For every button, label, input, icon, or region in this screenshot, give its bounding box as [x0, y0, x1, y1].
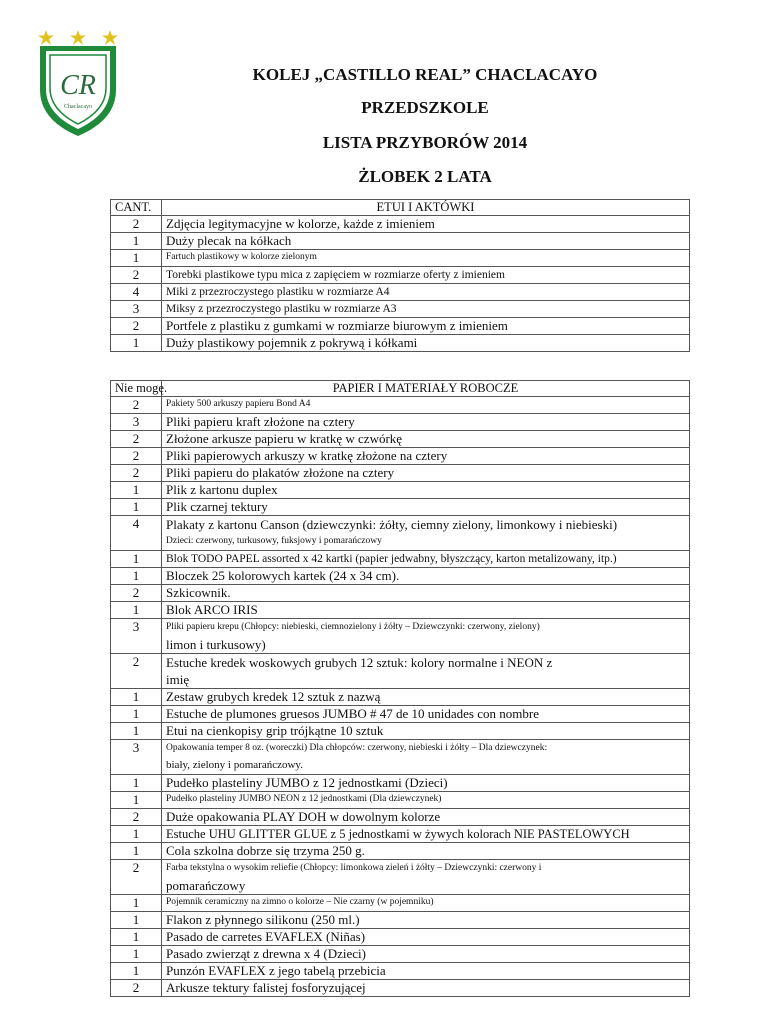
table-row — [111, 233, 690, 250]
item-cell: Pliki papieru kraft złożone na cztery — [162, 414, 690, 431]
item-line: Pliki papieru krepu (Chłopcy: niebieski, ciemnozielony i żółty – Dziewczynki: czerwony, zielony) — [166, 622, 540, 632]
table-row — [111, 318, 690, 335]
qty-cell: 1 — [111, 895, 162, 912]
qty-cell: 1 — [111, 912, 162, 929]
item-cell: Flakon z płynnego silikonu (250 ml.) — [162, 912, 690, 929]
item-cell: Miksy z przezroczystego plastiku w rozmiarze A3 — [162, 301, 690, 318]
table-row — [111, 826, 690, 843]
item-line: Opakowania temper 8 oz. (woreczki) Dla chłopców: czerwony, niebieski i żółty – Dla dziewczynek: — [166, 743, 548, 753]
item-line: imię — [166, 672, 190, 687]
item-cell: Plik z kartonu duplex — [162, 482, 690, 499]
item-line: Plakaty z kartonu Canson (dziewczynki: żółty, ciemny zielony, limonkowy i niebieski) — [166, 517, 618, 532]
table-row — [111, 706, 690, 723]
table-row — [111, 946, 690, 963]
table-row — [111, 250, 690, 267]
table-row — [111, 963, 690, 980]
supplies-table-cases — [110, 199, 690, 352]
qty-cell: 1 — [111, 706, 162, 723]
school-logo — [36, 28, 120, 138]
item-cell: Pasado zwierząt z drewna x 4 (Dzieci) — [162, 946, 690, 963]
item-cell: Pojemnik ceramiczny na zimno o kolorze – Nie czarny (w pojemniku) — [162, 895, 690, 912]
qty-cell: 2 — [111, 585, 162, 602]
item-cell: Portfele z plastiku z gumkami w rozmiarze biurowym z imieniem — [162, 318, 690, 335]
group-name: ŻLOBEK 2 LATA — [358, 167, 492, 186]
item-cell: Pudełko plasteliny JUMBO NEON z 12 jednostkami (Dla dziewczynek) — [162, 792, 690, 809]
item-cell: Blok ARCO IRIS — [162, 602, 690, 619]
qty-cell: 2 — [111, 267, 162, 284]
item-cell: Duży plecak na kółkach — [162, 233, 690, 250]
table-row — [111, 585, 690, 602]
item-cell: Szkicownik. — [162, 585, 690, 602]
table-row — [111, 689, 690, 706]
qty-cell: 1 — [111, 551, 162, 568]
qty-cell: 2 — [111, 465, 162, 482]
qty-cell: 1 — [111, 482, 162, 499]
qty-cell: 2 — [111, 809, 162, 826]
item-cell: Estuche UHU GLITTER GLUE z 5 jednostkami w żywych kolorach NIE PASTELOWYCH — [162, 826, 690, 843]
section-name: PRZEDSZKOLE — [361, 98, 489, 117]
qty-cell: 1 — [111, 963, 162, 980]
qty-cell: 3 — [111, 619, 162, 654]
qty-cell: 2 — [111, 654, 162, 689]
qty-cell: 1 — [111, 499, 162, 516]
item-line: limon i turkusowy) — [166, 637, 266, 652]
item-cell: Plik czarnej tektury — [162, 499, 690, 516]
item-cell: Pasado de carretes EVAFLEX (Niñas) — [162, 929, 690, 946]
qty-cell: 4 — [111, 284, 162, 301]
table-row — [111, 912, 690, 929]
qty-cell: 1 — [111, 929, 162, 946]
item-cell: Pliki papierowych arkuszy w kratkę złożone na cztery — [162, 448, 690, 465]
qty-cell: 4 — [111, 516, 162, 551]
qty-cell: 1 — [111, 843, 162, 860]
qty-cell: 1 — [111, 689, 162, 706]
table-row — [111, 619, 690, 654]
qty-cell: 1 — [111, 723, 162, 740]
category-header: PAPIER I MATERIAŁY ROBOCZE — [162, 381, 690, 397]
table-row — [111, 516, 690, 551]
item-cell — [162, 740, 690, 775]
item-cell: Pakiety 500 arkuszy papieru Bond A4 — [162, 397, 690, 414]
qty-cell: 2 — [111, 318, 162, 335]
item-cell: Etui na cienkopisy grip trójkątne 10 sztuk — [162, 723, 690, 740]
item-cell: Punzón EVAFLEX z jego tabelą przebicia — [162, 963, 690, 980]
table-row — [111, 860, 690, 895]
item-cell — [162, 516, 690, 551]
qty-cell: 2 — [111, 448, 162, 465]
list-title: LISTA PRZYBORÓW 2014 — [322, 133, 528, 152]
table-row — [111, 465, 690, 482]
document-header — [150, 66, 700, 185]
table-header-row — [111, 200, 690, 216]
qty-cell: 1 — [111, 335, 162, 352]
qty-cell: 1 — [111, 792, 162, 809]
table-row — [111, 431, 690, 448]
table-row — [111, 284, 690, 301]
qty-cell: 1 — [111, 775, 162, 792]
logo-caption: Chaclacayo — [64, 104, 92, 110]
table-row — [111, 397, 690, 414]
table-row — [111, 499, 690, 516]
table-row — [111, 775, 690, 792]
qty-cell: 2 — [111, 860, 162, 895]
table-row — [111, 895, 690, 912]
table-row — [111, 568, 690, 585]
qty-cell: 3 — [111, 740, 162, 775]
table-row — [111, 740, 690, 775]
item-cell: Torebki plastikowe typu mica z zapięciem w rozmiarze oferty z imieniem — [162, 267, 690, 284]
item-cell: Złożone arkusze papieru w kratkę w czwórkę — [162, 431, 690, 448]
qty-cell: 2 — [111, 980, 162, 997]
item-cell: Miki z przezroczystego plastiku w rozmiarze A4 — [162, 284, 690, 301]
item-cell: Duży plastikowy pojemnik z pokrywą i kółkami — [162, 335, 690, 352]
item-cell: Blok TODO PAPEL assorted x 42 kartki (papier jedwabny, błyszczący, karton metalizowany, itp.) — [162, 551, 690, 568]
table-row — [111, 809, 690, 826]
table-row — [111, 216, 690, 233]
qty-cell: 2 — [111, 397, 162, 414]
table-row — [111, 301, 690, 318]
qty-cell: 1 — [111, 233, 162, 250]
school-name: KOLEJ „CASTILLO REAL” CHACLACAYO — [252, 65, 598, 84]
table-row — [111, 723, 690, 740]
table-row — [111, 267, 690, 284]
qty-cell: 1 — [111, 602, 162, 619]
item-cell — [162, 619, 690, 654]
category-header: ETUI I AKTÓWKI — [162, 200, 690, 216]
item-line: Farba tekstylna o wysokim reliefie (Chłopcy: limonkowa zieleń i żółty – Dziewczynki: czerwony i — [166, 863, 542, 873]
item-cell: Arkusze tektury falistej fosforyzującej — [162, 980, 690, 997]
item-cell: Zdjęcia legitymacyjne w kolorze, każde z imieniem — [162, 216, 690, 233]
qty-cell: 2 — [111, 216, 162, 233]
item-cell: Fartuch plastikowy w kolorze zielonym — [162, 250, 690, 267]
logo-monogram: CR — [60, 70, 96, 101]
item-cell: Pudełko plasteliny JUMBO z 12 jednostkami (Dzieci) — [162, 775, 690, 792]
table-row — [111, 929, 690, 946]
supplies-table-paper — [110, 380, 690, 997]
qty-header: Nie mogę. — [111, 381, 162, 397]
qty-cell: 1 — [111, 826, 162, 843]
table-header-row — [111, 381, 690, 397]
table-row — [111, 980, 690, 997]
table-row — [111, 448, 690, 465]
item-line: biały, zielony i pomarańczowy. — [166, 759, 303, 771]
qty-cell: 1 — [111, 568, 162, 585]
item-cell — [162, 654, 690, 689]
table-row — [111, 551, 690, 568]
table-row — [111, 602, 690, 619]
item-line: Estuche kredek woskowych grubych 12 sztuk: kolory normalne i NEON z — [166, 655, 553, 670]
qty-cell: 1 — [111, 946, 162, 963]
item-cell: Duże opakowania PLAY DOH w dowolnym kolorze — [162, 809, 690, 826]
item-cell: Pliki papieru do plakatów złożone na cztery — [162, 465, 690, 482]
qty-cell: 2 — [111, 431, 162, 448]
item-cell: Bloczek 25 kolorowych kartek (24 x 34 cm). — [162, 568, 690, 585]
table-row — [111, 792, 690, 809]
item-cell: Zestaw grubych kredek 12 sztuk z nazwą — [162, 689, 690, 706]
item-cell: Cola szkolna dobrze się trzyma 250 g. — [162, 843, 690, 860]
table-row — [111, 654, 690, 689]
table-row — [111, 843, 690, 860]
table-row — [111, 414, 690, 431]
table-row — [111, 335, 690, 352]
item-cell: Estuche de plumones gruesos JUMBO # 47 de 10 unidades con nombre — [162, 706, 690, 723]
star-icons — [38, 30, 118, 45]
item-line: Dzieci: czerwony, turkusowy, fuksjowy i pomarańczowy — [166, 536, 382, 546]
qty-cell: 1 — [111, 250, 162, 267]
table-row — [111, 482, 690, 499]
qty-cell: 3 — [111, 414, 162, 431]
item-line: pomarańczowy — [166, 878, 246, 893]
item-cell — [162, 860, 690, 895]
qty-cell: 3 — [111, 301, 162, 318]
qty-header: CANT. — [111, 200, 162, 216]
